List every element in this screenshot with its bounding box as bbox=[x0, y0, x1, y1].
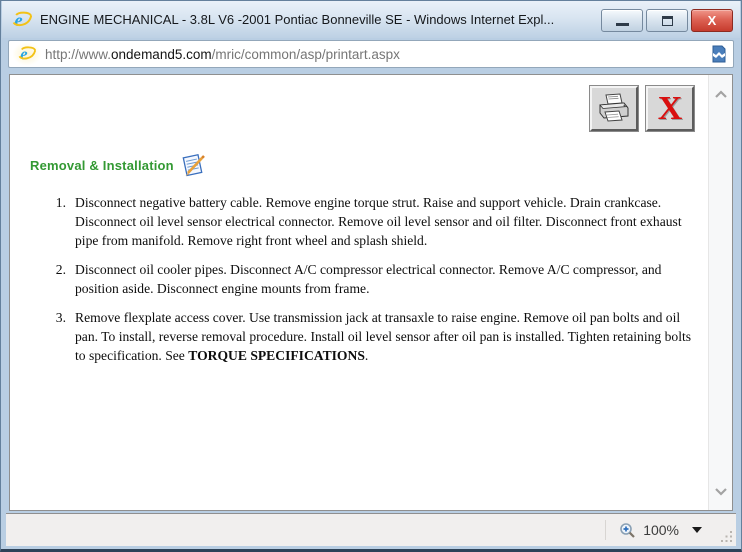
resize-grip[interactable] bbox=[720, 530, 733, 543]
print-button[interactable] bbox=[590, 86, 638, 131]
url-text bbox=[45, 47, 400, 62]
step-item-1 bbox=[48, 193, 698, 250]
close-icon: X bbox=[707, 13, 717, 28]
close-article-button[interactable] bbox=[646, 86, 694, 131]
scroll-down-arrow[interactable] bbox=[709, 480, 732, 502]
step-number: 2. bbox=[55, 262, 66, 277]
status-bar bbox=[6, 513, 736, 546]
step-item-2 bbox=[48, 260, 698, 298]
step-text-tail: . bbox=[364, 348, 369, 363]
minimize-icon bbox=[616, 23, 629, 26]
page-content-area bbox=[9, 74, 733, 511]
printer-icon bbox=[596, 93, 632, 125]
step-item-3 bbox=[48, 308, 698, 365]
article-toolbar bbox=[590, 86, 694, 131]
compatibility-view-icon[interactable] bbox=[709, 44, 729, 64]
step-text bbox=[75, 308, 698, 365]
step-text-plain: Remove flexplate access cover. Use transmission jack at transaxle to raise engine. Remove oil pan bolts and oil pan. To install, reverse removal procedure. Install oil level sensor after oil pan is installed. Tighten retaining bolts to specification. See bbox=[75, 310, 692, 363]
maximize-button[interactable] bbox=[646, 9, 688, 32]
favicon-area bbox=[13, 43, 41, 65]
minimize-button[interactable] bbox=[601, 9, 643, 32]
vertical-scrollbar[interactable] bbox=[708, 75, 732, 510]
address-input[interactable] bbox=[8, 40, 734, 68]
maximize-icon bbox=[662, 16, 673, 26]
step-number: 1. bbox=[55, 195, 66, 210]
step-text: Disconnect oil cooler pipes. Disconnect A/C compressor electrical connector. Remove A/C compressor, and position aside. Disconnect engine mounts from frame. bbox=[75, 262, 662, 296]
scroll-up-arrow[interactable] bbox=[709, 83, 732, 105]
step-number: 3. bbox=[55, 310, 66, 325]
note-pencil-icon bbox=[180, 153, 207, 177]
window-controls bbox=[601, 9, 733, 32]
window-title: ENGINE MECHANICAL - 3.8L V6 -2001 Pontiac Bonneville SE - Windows Internet Expl... bbox=[40, 12, 555, 27]
zoom-dropdown-arrow-icon[interactable] bbox=[692, 527, 702, 533]
status-separator bbox=[605, 520, 606, 540]
url-path: /mric/common/asp/printart.aspx bbox=[211, 46, 400, 62]
url-scheme: http://www. bbox=[45, 46, 112, 62]
title-bar bbox=[2, 1, 740, 38]
chevron-up-icon bbox=[714, 90, 728, 99]
section-heading-row bbox=[30, 153, 207, 177]
zoom-level-label: 100% bbox=[643, 522, 679, 538]
address-bar-row bbox=[8, 40, 734, 69]
zoom-magnifier-icon bbox=[619, 522, 636, 539]
ie-logo-icon bbox=[12, 10, 32, 30]
section-heading: Removal & Installation bbox=[30, 157, 174, 173]
close-article-x-icon: X bbox=[657, 89, 683, 127]
url-domain: ondemand5.com bbox=[111, 46, 212, 62]
step-text: Disconnect negative battery cable. Remove engine torque strut. Raise and support vehicle. Drain crankcase. Disconnect oil level sensor electrical connector. Remove oil level sensor and oil filter. Disconnect front exhaust pipe from manifold. Remove right front wheel and splash shield. bbox=[75, 195, 682, 248]
torque-specifications-reference: TORQUE SPECIFICATIONS bbox=[188, 348, 365, 363]
chevron-down-icon bbox=[714, 487, 728, 496]
procedure-steps bbox=[48, 193, 698, 375]
svg-text:e: e bbox=[20, 45, 28, 63]
zoom-control[interactable] bbox=[605, 514, 702, 546]
ie-favicon-icon bbox=[18, 45, 36, 63]
close-button[interactable] bbox=[691, 9, 733, 32]
svg-text:e: e bbox=[14, 9, 23, 30]
